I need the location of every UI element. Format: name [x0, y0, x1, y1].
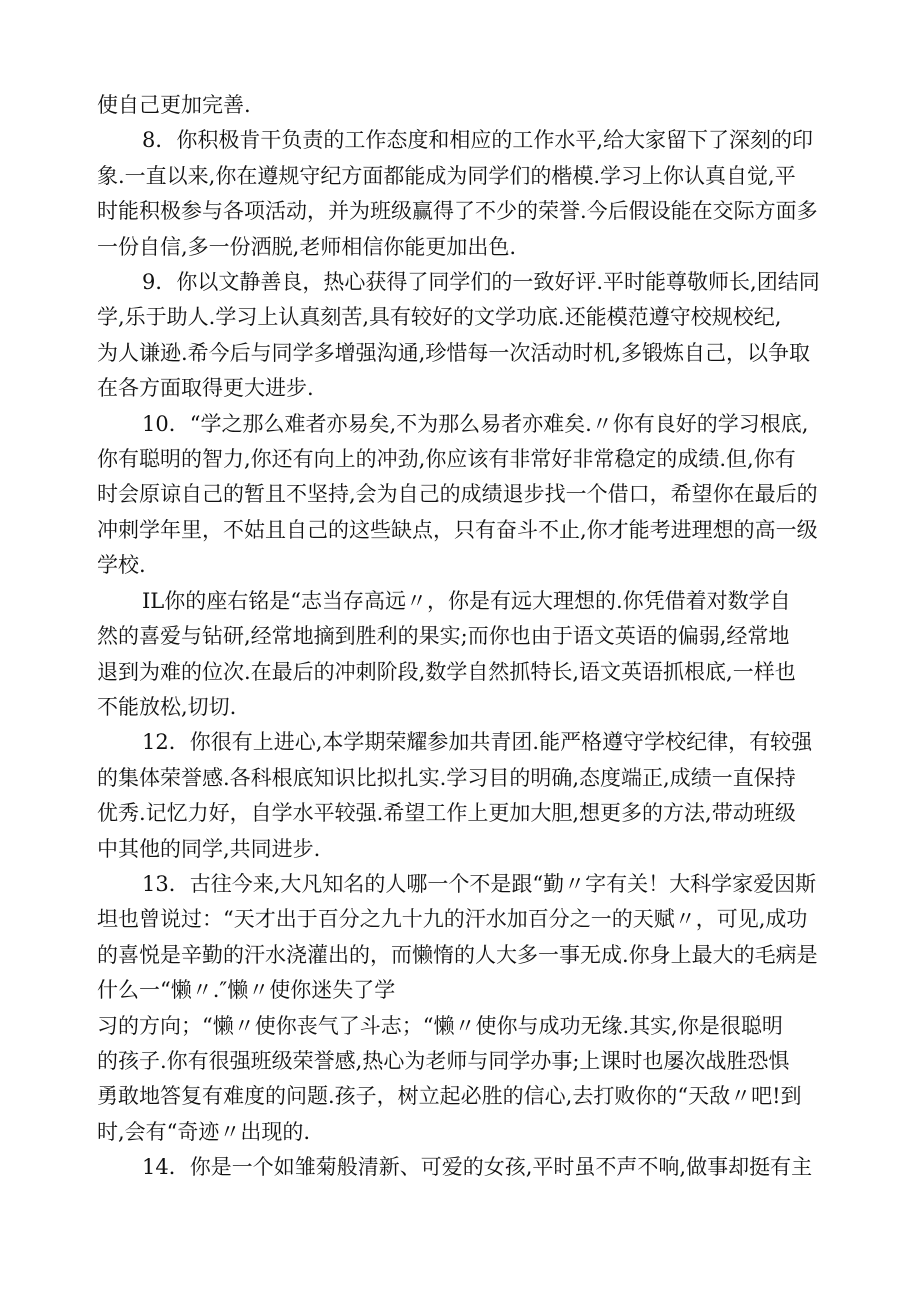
text-line: 然的喜爱与钻研,经常地摘到胜利的果实;而你也由于语文英语的偏弱,经常地 [97, 624, 790, 649]
text-line: IL你的座右铭是“志当存高远〃，你是有远大理想的.你凭借着对数学自 [142, 588, 791, 613]
text-line: 14．你是一个如雏菊般清新、可爱的女孩,平时虽不声不响,做事却挺有主 [142, 1155, 813, 1180]
text-line: 学,乐于助人.学习上认真刻苦,具有较好的文学功底.还能模范遵守校规校纪, [97, 305, 782, 330]
text-line: 时,会有“奇迹〃出现的. [97, 1119, 311, 1144]
text-line: 12．你很有上进心,本学期荣耀参加共青团.能严格遵守学校纪律，有较强 [142, 730, 813, 755]
paragraph-13-continued [97, 1009, 857, 1151]
text-line: 学校. [97, 553, 146, 578]
text-line: 的孩子.你有很强班级荣誉感,热心为老师与同学办事;上课时也屡次战胜恐惧 [97, 1048, 790, 1073]
text-line: 使自己更加完善. [97, 93, 251, 117]
paragraph-11 [97, 584, 857, 726]
document-page [97, 88, 857, 1186]
text-line: 时会原谅自己的暂且不坚持,会为自己的成绩退步找一个借口，希望你在最后的 [97, 482, 818, 507]
text-line: 8．你积极肯干负责的工作态度和相应的工作水平,给大家留下了深刻的印 [142, 128, 814, 153]
paragraph-14 [97, 1150, 857, 1185]
text-line: 的喜悦是辛勤的汗水浇灌出的，而懒惰的人大多一事无成.你身上最大的毛病是 [97, 942, 818, 967]
text-line: 一份自信,多一份洒脱,老师相信你能更加出色. [97, 234, 517, 259]
text-line: 冲刺学年里，不姑且自己的这些缺点，只有奋斗不止,你才能考进理想的高一级 [97, 517, 818, 542]
text-line: 习的方向；“懒〃使你丧气了斗志；“懒〃使你与成功无缘.其实,你是很聪明 [97, 1013, 783, 1038]
paragraph-12 [97, 725, 857, 867]
text-line: 坦也曾说过：“天才出于百分之九十九的汗水加百分之一的天赋〃，可见,成功 [97, 907, 808, 932]
text-line: 13．古往今来,大凡知名的人哪一个不是跟“勤〃字有关！大科学家爱因斯 [142, 871, 817, 896]
text-line: 优秀.记忆力好，自学水平较强.希望工作上更加大胆,想更多的方法,带动班级 [97, 801, 796, 826]
paragraph-8 [97, 123, 857, 265]
text-line: 9．你以文静善良，热心获得了同学们的一致好评.平时能尊敬师长,团结同 [142, 270, 820, 295]
text-line: 时能积极参与各项活动，并为班级赢得了不少的荣誉.今后假设能在交际方面多 [97, 199, 818, 224]
text-line: 不能放松,切切. [97, 694, 237, 719]
paragraph-9 [97, 265, 857, 407]
text-line: 勇敢地答复有难度的问题.孩子，树立起必胜的信心,去打败你的“天敌〃吧!到 [97, 1084, 802, 1109]
text-line: 的集体荣誉感.各科根底知识比拟扎实.学习目的明确,态度端正,成绩一直保持 [97, 765, 796, 790]
text-line: 在各方面取得更大进步. [97, 376, 314, 401]
text-line: 退到为难的位次.在最后的冲刺阶段,数学自然抓特长,语文英语抓根底,一样也 [97, 659, 796, 684]
paragraph-10 [97, 407, 857, 584]
text-line: 什么一“懒〃.″懒〃使你迷失了学 [97, 978, 396, 1003]
text-line: 象.一直以来,你在遵规守纪方面都能成为同学们的楷模.学习上你认真自觉,平 [97, 163, 796, 188]
text-line: 10．“学之那么难者亦易矣,不为那么易者亦难矣.〃你有良好的学习根底, [142, 411, 809, 436]
text-line: 中其他的同学,共同进步. [97, 836, 321, 861]
text-line: 为人谦逊.希今后与同学多增强沟通,珍惜每一次活动时机,多锻炼自己，以争取 [97, 340, 811, 365]
text-line: 你有聪明的智力,你还有向上的冲劲,你应该有非常好非常稳定的成绩.但,你有 [97, 447, 796, 472]
paragraph-continuation [97, 88, 857, 123]
paragraph-13 [97, 867, 857, 1009]
